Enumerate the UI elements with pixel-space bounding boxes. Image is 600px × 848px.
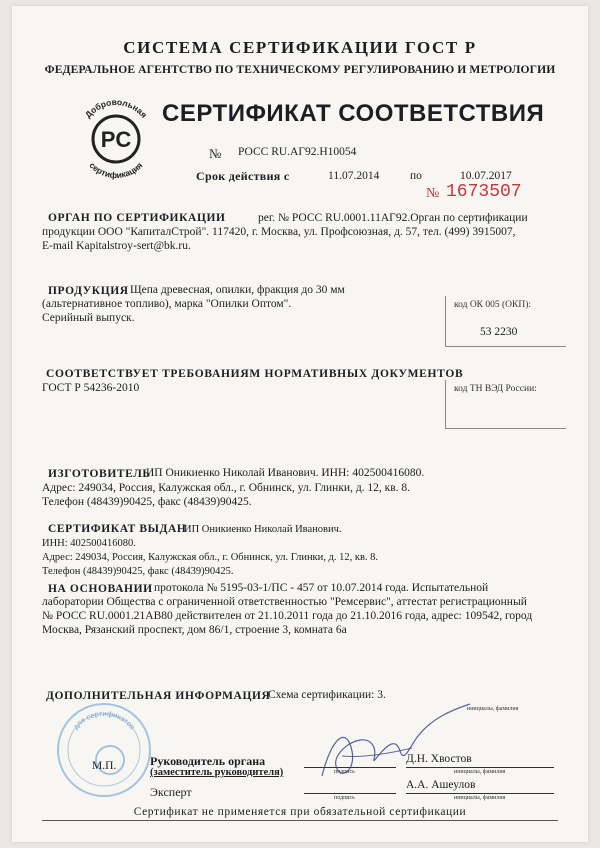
organ-line1: рег. № РОСС RU.0001.11АГ92.Орган по сертификации <box>258 212 528 224</box>
product-line1: Щепа древесная, опилки, фракция до 30 мм <box>130 284 345 296</box>
organ-line2: продукции ООО "КапиталСтрой". 117420, г. Москва, ул. Профсоюзная, д. 57, тел. (499) 3915007, <box>42 226 516 238</box>
additional-text: Схема сертификации: 3. <box>268 689 386 701</box>
manufacturer-line2: Адрес: 249034, Россия, Калужская обл., г. Обнинск, ул. Глинки, д. 12, кв. 8. <box>42 482 411 494</box>
cert-number: РОСС RU.АГ92.Н10054 <box>238 146 357 158</box>
handwritten-signature <box>292 696 492 796</box>
agency-title: ФЕДЕРАЛЬНОЕ АГЕНТСТВО ПО ТЕХНИЧЕСКОМУ РЕГУЛИРОВАНИЮ И МЕТРОЛОГИИ <box>44 63 556 76</box>
document-title: СЕРТИФИКАТ СООТВЕТСТВИЯ <box>162 100 545 127</box>
head-name: Д.Н. Хвостов <box>406 753 472 765</box>
deputy-label: (заместитель руководителя) <box>150 767 284 778</box>
expert-signature-caption: подпись <box>334 795 355 801</box>
issued-line4: Телефон (48439)90425, факс (48439)90425. <box>42 566 234 577</box>
logo-text-top: Добровольная <box>82 96 150 120</box>
validity-label: Срок действия с <box>196 169 290 183</box>
expert-initials-caption: инициалы, фамилия <box>454 795 506 801</box>
product-label: ПРОДУКЦИЯ <box>48 285 129 297</box>
head-signature-caption: подпись <box>334 769 355 775</box>
okp-box <box>445 296 566 347</box>
manufacturer-label: ИЗГОТОВИТЕЛЬ <box>48 468 151 480</box>
logo-text-bottom: сертификация <box>87 160 145 181</box>
additional-label: ДОПОЛНИТЕЛЬНАЯ ИНФОРМАЦИЯ <box>46 690 271 702</box>
cert-no-label: № <box>209 146 222 161</box>
expert-name: А.А. Ашеулов <box>406 779 476 791</box>
valid-from: 11.07.2014 <box>328 170 380 182</box>
head-initials-caption: инициалы, фамилия <box>454 769 506 775</box>
basis-line3: № РОСС RU.0001.21АВ80 действителен от 21.10.2011 года до 21.10.2016 года, адрес: 109542, город <box>42 610 533 622</box>
issued-label: СЕРТИФИКАТ ВЫДАН <box>48 523 187 535</box>
okp-value: 53 2230 <box>480 326 518 338</box>
basis-line1: протокола № 5195-03-1/ПС - 457 от 10.07.2014 года. Испытательной <box>154 582 489 594</box>
basis-line4: Москва, Рязанский проспект, дом 86/1, строение 3, комната 6а <box>42 624 347 636</box>
valid-to-label: по <box>410 170 422 182</box>
stamp-text: для сертификатов <box>71 708 137 732</box>
tnved-box <box>445 380 566 429</box>
tnved-label: код ТН ВЭД России: <box>454 384 537 394</box>
organ-line3: E-mail Kapitalstroy-sert@bk.ru. <box>42 240 191 252</box>
stamp <box>54 700 154 800</box>
additional-caption: инициалы, фамилия <box>467 706 519 712</box>
gost-r-logo <box>68 94 164 184</box>
valid-to: 10.07.2017 <box>460 170 512 182</box>
conformity-standard: ГОСТ Р 54236-2010 <box>42 382 140 394</box>
svg-text:для сертификатов <box>71 709 137 731</box>
serial-prefix: № <box>426 186 440 201</box>
footer-line <box>42 820 558 821</box>
issued-line1: ИП Оникиенко Николай Иванович. <box>184 524 342 535</box>
certificate-page <box>12 6 588 842</box>
system-title: СИСТЕМА СЕРТИФИКАЦИИ ГОСТ Р <box>123 38 477 57</box>
stamp-label: М.П. <box>92 760 117 772</box>
conformity-label: СООТВЕТСТВУЕТ ТРЕБОВАНИЯМ НОРМАТИВНЫХ ДОКУМЕНТОВ <box>46 368 464 380</box>
organ-label: ОРГАН ПО СЕРТИФИКАЦИИ <box>48 212 226 224</box>
basis-label: НА ОСНОВАНИИ <box>48 583 153 595</box>
issued-line2: ИНН: 402500416080. <box>42 538 136 549</box>
manufacturer-line3: Телефон (48439)90425, факс (48439)90425. <box>42 496 252 508</box>
expert-label: Эксперт <box>150 785 192 799</box>
svg-text:PC: PC <box>100 127 132 152</box>
product-line3: Серийный выпуск. <box>42 312 135 324</box>
serial-number: 1673507 <box>446 182 522 202</box>
head-label: Руководитель органа <box>150 754 266 768</box>
issued-line3: Адрес: 249034, Россия, Калужская обл., г. Обнинск, ул. Глинки, д. 12, кв. 8. <box>42 552 379 563</box>
basis-line2: лаборатории Общества с ограниченной ответственностью "Ремсервис", аттестат регистрационный <box>42 596 527 608</box>
manufacturer-line1: ИП Оникиенко Николай Иванович. ИНН: 402500416080. <box>146 467 425 479</box>
okp-label: код ОК 005 (ОКП): <box>454 300 532 310</box>
product-line2: (альтернативное топливо), марка "Опилки Оптом". <box>42 298 292 310</box>
footer-note: Сертификат не применяется при обязательной сертификации <box>133 806 467 818</box>
